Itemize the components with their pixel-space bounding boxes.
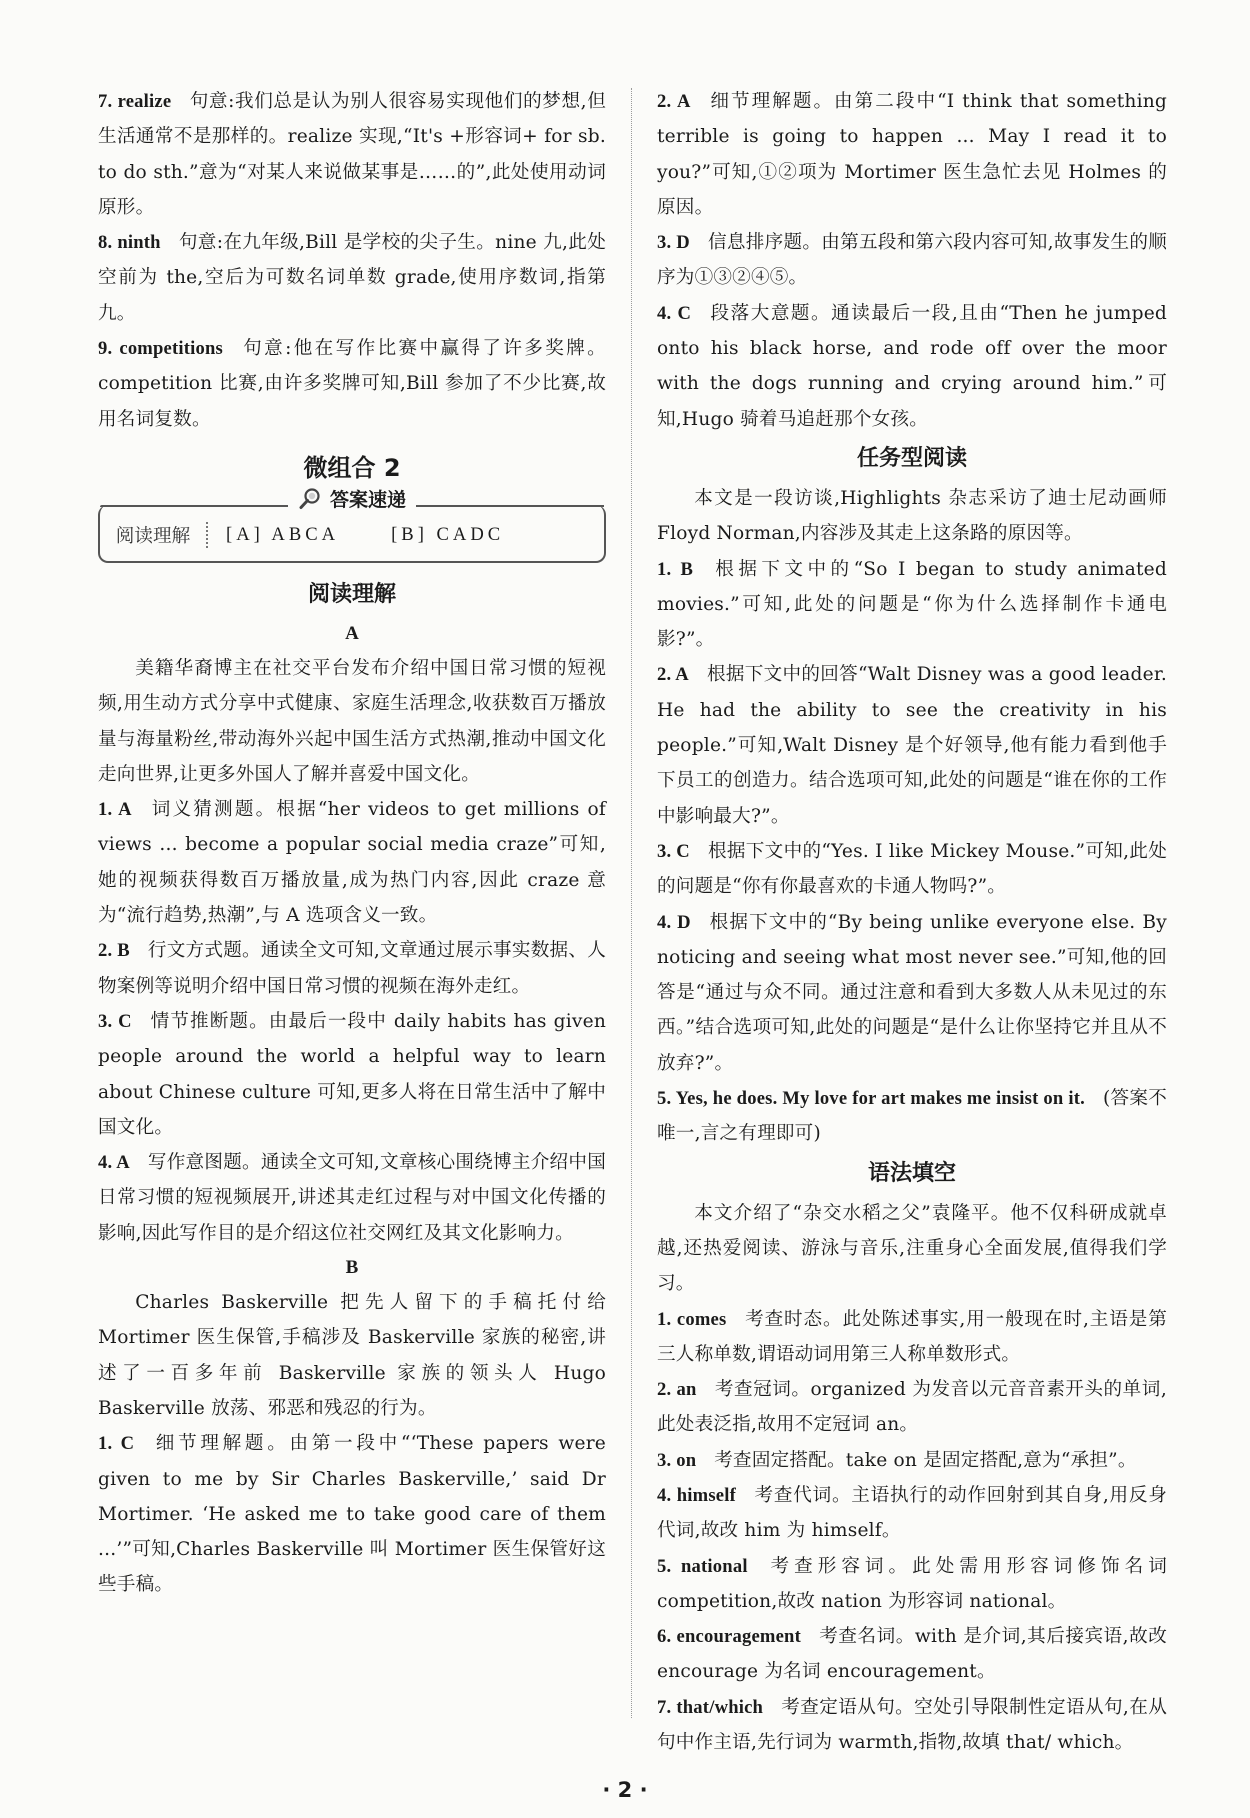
part-a-title: A: [345, 622, 359, 644]
answer-item: 2. an 考查冠词。organized 为发音以元音音素开头的单词,此处表泛指,故用不定冠词 an。: [657, 1379, 1167, 1436]
answer-item: 3. D 信息排序题。由第五段和第六段内容可知,故事发生的顺序为①③②④⑤。: [657, 232, 1167, 289]
answer-item: 2. B 行文方式题。通读全文可知,文章通过展示事实数据、人物案例等说明介绍中国日常习惯的视频在海外走红。: [98, 940, 606, 997]
answer-item: 1. B 根据下文中的“So I began to study animated movies.”可知,此处的问题是“你为什么选择制作卡通电影?”。: [657, 558, 1167, 651]
grammar-intro: 本文介绍了“杂交水稻之父”袁隆平。他不仅科研成就卓越,还热爱阅读、游泳与音乐,注重身心全面发展,值得我们学习。: [657, 1202, 1167, 1295]
task-intro: 本文是一段访谈,Highlights 杂志采访了迪士尼动画师 Floyd Norman,内容涉及其走上这条路的原因等。: [657, 487, 1167, 545]
part-a-intro: 美籍华裔博主在社交平台发布介绍中国日常习惯的短视频,用生动方式分享中式健康、家庭生活理念,收获数百万播放量与海量粉丝,带动海外兴起中国生活方式热潮,推动中国文化走向世界,让更多外国人了解并喜爱中国文化。: [98, 657, 606, 785]
section-title-reading: 阅读理解: [307, 581, 396, 607]
answer-item: 2. A 细节理解题。由第二段中“I think that something terrible is going to happen ... May I read it to you?”可知,①②项为 Mortimer 医生急忙去见 Holmes 的原因。: [657, 91, 1167, 218]
answer-item: 2. A 根据下文中的回答“Walt Disney was a good leader. He had the ability to see the creativity in his people.”可知,Walt Disney 是个好领导,他有能力看到他手下员工的创造力。结合选项可知,此处的问题是“谁在你的工作中影响最大?”。: [657, 664, 1167, 827]
answer-item: 5. Yes, he does. My love for art makes me insist on it. (答案不唯一,言之有理即可): [657, 1088, 1167, 1145]
answer-item: 3. on 考查固定搭配。take on 是固定搭配,意为“承担”。: [657, 1449, 1137, 1471]
answer-item: 7. realize 句意:我们总是认为别人很容易实现他们的梦想,但生活通常不是那样的。realize 实现,“It's +形容词+ for sb. to do sth.”意为“对某人来说做某事是……的”,此处使用动词原形。: [98, 91, 606, 218]
answer-item: 3. C 根据下文中的“Yes. I like Mickey Mouse.”可知,此处的问题是“你有你最喜欢的卡通人物吗?”。: [657, 840, 1167, 898]
part-b-intro: Charles Baskerville 把先人留下的手稿托付给 Mortimer 医生保管,手稿涉及 Baskerville 家族的秘密,讲述了一百多年前 Baskerville 家族的领头人 Hugo Baskerville 放荡、邪恶和残忍的行为。: [98, 1292, 606, 1419]
answer-item: 6. encouragement 考查名词。with 是介词,其后接宾语,故改 encourage 为名词 encouragement。: [657, 1626, 1167, 1683]
answer-item: 4. A 写作意图题。通读全文可知,文章核心围绕博主介绍中国日常习惯的短视频展开,讲述其走红过程与对中国文化传播的影响,因此写作目的是介绍这位社交网红及其文化影响力。: [98, 1152, 606, 1244]
answer-item: 3. C 情节推断题。由最后一段中 daily habits has given people around the world a helpful way to learn about Chinese culture 可知,更多人将在日常生活中了解中国文化。: [98, 1010, 607, 1138]
part-b-title: B: [345, 1257, 359, 1279]
answer-item: 1. comes 考查时态。此处陈述事实,用一般现在时,主语是第三人称单数,谓语动词用第三人称单数形式。: [657, 1308, 1167, 1365]
column-divider: [631, 88, 632, 1718]
answer-item: 4. C 段落大意题。通读最后一段,且由“Then he jumped onto his black horse, and rode off over the moor with the dogs running and crying around him.”可知,Hugo 骑着马追赶那个女孩。: [657, 302, 1167, 430]
answer-item: 1. A 词义猜测题。根据“her videos to get millions of views ... become a popular social media craze”可知,她的视频获得数百万播放量,成为热门内容,因此 craze 意为“流行趋势,热潮”,与 A 选项含义一致。: [98, 799, 607, 927]
answer-b: [B] CADC: [391, 523, 505, 545]
magnifier-icon: [298, 487, 322, 511]
answer-a: [A] ABCA: [226, 523, 340, 545]
right-column: [657, 84, 1167, 1760]
section-title-grammar: 语法填空: [867, 1160, 956, 1186]
answer-item: 9. competitions 句意:他在写作比赛中赢得了许多奖牌。competition 比赛,由许多奖牌可知,Bill 参加了不少比赛,故用名词复数。: [98, 338, 606, 430]
section-title-task: 任务型阅读: [856, 445, 967, 471]
left-column: [98, 84, 606, 1603]
answer-item: 1. C 细节理解题。由第一段中“‘These papers were given to me by Sir Charles Baskerville,’ said Dr Mortimer. ‘He asked me to take good care of them ...’”可知,Charles Baskerville 叫 Mortimer 医生保管好这些手稿。: [98, 1433, 606, 1596]
page-number: · 2 ·: [602, 1778, 648, 1802]
answer-key-label: 阅读理解: [100, 522, 208, 548]
answer-box-title: 答案速递: [330, 489, 407, 512]
answer-item: 4. D 根据下文中的“By being unlike everyone else. By noticing and seeing what most never see.”可知,他的回答是“通过与众不同。通过注意和看到大多数人从未见过的东西。”结合选项可知,此处的问题是“是什么让你坚持它并且从不放弃?”。: [657, 911, 1167, 1074]
answer-item: 4. himself 考查代词。主语执行的动作回射到其自身,用反身代词,故改 him 为 himself。: [657, 1484, 1168, 1542]
answer-item: 5. national 考查形容词。此处需用形容词修饰名词 competition,故改 nation 为形容词 national。: [657, 1555, 1167, 1612]
group-title: 微组合 2: [303, 453, 401, 482]
answer-item: 7. that/which 考查定语从句。空处引导限制性定语从句,在从句中作主语,先行词为 warmth,指物,故填 that/ which。: [657, 1696, 1167, 1754]
items-top: [98, 84, 606, 437]
answer-box: [98, 489, 606, 563]
answer-item: 8. ninth 句意:在九年级,Bill 是学校的尖子生。nine 九,此处空前为 the,空后为可数名词单数 grade,使用序数词,指第九。: [98, 232, 607, 324]
